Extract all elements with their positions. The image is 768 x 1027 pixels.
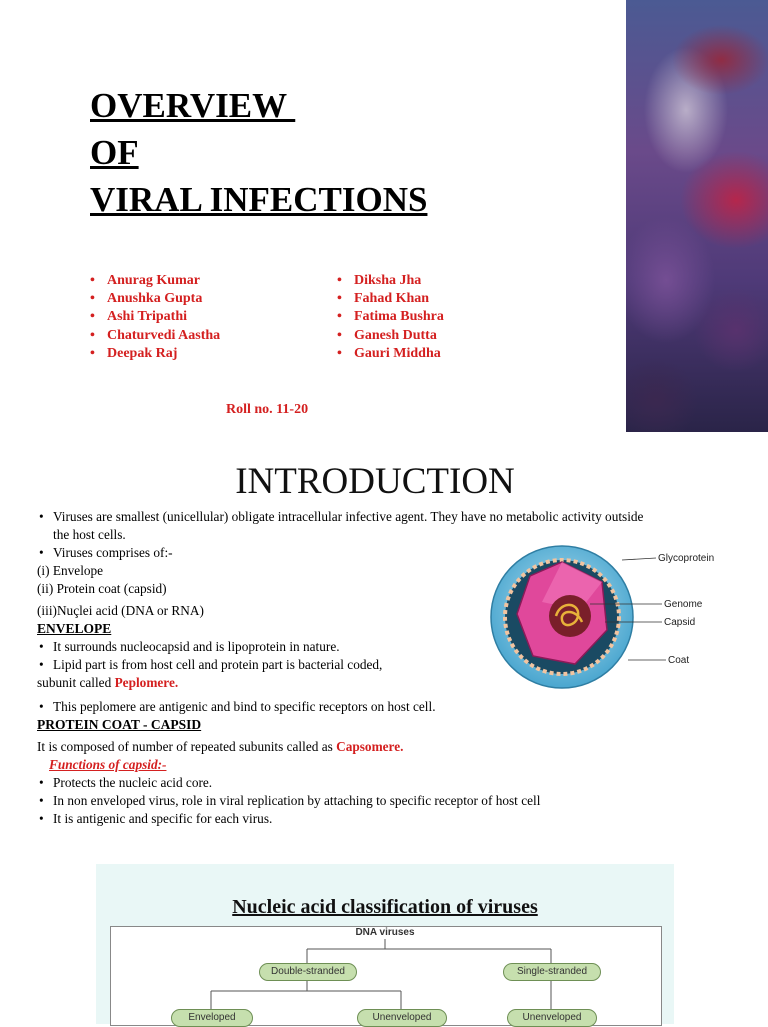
capsomere-term: Capsomere: [336, 739, 401, 754]
bullet-text: Viruses comprises of:-: [53, 545, 173, 560]
label-genome: Genome: [664, 599, 703, 610]
bullet-line: [37, 698, 767, 716]
part-item: (ii) Protein coat (capsid): [37, 581, 167, 596]
bullet-text: In non enveloped virus, role in viral replication by attaching to specific receptor of host cell: [53, 793, 541, 808]
bullet-line: [37, 792, 767, 810]
virus-structure-figure: [490, 532, 746, 698]
bullet-icon: •: [337, 309, 342, 325]
bullet-icon: •: [39, 639, 44, 654]
bullet-line: [37, 774, 767, 792]
node-enveloped: Enveloped: [171, 1009, 253, 1027]
members-list-right: [337, 272, 444, 363]
bullet-text: Viruses are smallest (unicellular) obligate intracellular infective agent. They have no metabolic activity outside: [53, 509, 644, 524]
member-name: Fatima Bushra: [354, 309, 444, 325]
member-item: [90, 272, 220, 290]
title-slide: [0, 0, 768, 432]
text-fragment: .: [400, 739, 404, 754]
node-dna-viruses: DNA viruses: [355, 927, 415, 938]
member-item: [90, 327, 220, 345]
classification-diagram: [110, 926, 662, 1026]
node-single-stranded: Single-stranded: [503, 963, 601, 981]
bullet-icon: •: [39, 699, 44, 714]
decorative-blurred-image: [626, 0, 768, 432]
classification-slide: [96, 864, 674, 1024]
member-name: Anurag Kumar: [107, 273, 200, 288]
capsomere-line: [37, 738, 767, 756]
text-fragment: It is composed of number of repeated subunits called as: [37, 739, 337, 754]
bullet-line: [37, 810, 767, 828]
member-item: [337, 308, 444, 326]
leader-line-glycoprotein: [622, 558, 656, 560]
functions-of-capsid-label: Functions of capsid:-: [49, 757, 167, 772]
bullet-icon: •: [39, 811, 44, 826]
bullet-icon: •: [90, 345, 95, 361]
classification-title: Nucleic acid classification of viruses: [232, 896, 538, 918]
title-line-3: VIRAL INFECTIONS: [90, 180, 428, 219]
envelope-heading: ENVELOPE: [37, 621, 112, 636]
label-capsid: Capsid: [664, 617, 696, 628]
member-item: [337, 327, 444, 345]
member-name: Ganesh Dutta: [354, 327, 437, 343]
bullet-icon: •: [39, 545, 44, 560]
node-unenveloped: Unenveloped: [507, 1009, 597, 1027]
label-glycoprotein: Glycoprotein: [658, 553, 715, 564]
capsid-heading: PROTEIN COAT - CAPSID: [37, 717, 202, 732]
bullet-icon: •: [90, 327, 95, 343]
member-item: [90, 290, 220, 308]
bullet-icon: •: [337, 273, 342, 288]
bullet-icon: •: [39, 775, 44, 790]
member-item: [90, 308, 220, 326]
node-double-stranded: Double-stranded: [259, 963, 357, 981]
bullet-icon: •: [39, 509, 44, 524]
introduction-title: INTRODUCTION: [235, 461, 515, 502]
member-name: Fahad Khan: [354, 291, 430, 307]
member-item: [337, 345, 444, 363]
bullet-text: It is antigenic and specific for each virus.: [53, 811, 273, 826]
member-name: Chaturvedi Aastha: [107, 327, 221, 343]
peplomere-term: Peplomere: [114, 675, 175, 690]
bullet-text: This peplomere are antigenic and bind to specific receptors on host cell.: [53, 699, 436, 714]
bullet-icon: •: [337, 345, 342, 361]
part-item: (iii)Nuçlei acid (DNA or RNA): [37, 603, 204, 618]
member-name: Deepak Raj: [107, 345, 178, 361]
members-list-left: [90, 272, 220, 363]
bullet-icon: •: [337, 327, 342, 343]
label-coat: Coat: [668, 655, 690, 666]
bullet-line: [37, 508, 767, 526]
member-item: [337, 272, 444, 290]
member-name: Diksha Jha: [354, 273, 422, 288]
title-line-2: OF: [90, 133, 139, 172]
member-item: [90, 345, 220, 363]
text-fragment: subunit called: [37, 675, 115, 690]
node-unenveloped: Unenveloped: [357, 1009, 447, 1027]
text-fragment: .: [174, 675, 179, 690]
bullet-icon: •: [90, 309, 95, 325]
member-name: Ashi Tripathi: [107, 309, 188, 325]
member-name: Anushka Gupta: [107, 291, 203, 307]
bullet-continuation: the host cells.: [53, 527, 126, 542]
virus-genome-core: [549, 595, 591, 637]
bullet-icon: •: [39, 793, 44, 808]
bullet-icon: •: [90, 273, 95, 288]
member-name: Gauri Middha: [354, 345, 441, 361]
bullet-text: Lipid part is from host cell and protein part is bacterial coded,: [53, 657, 383, 672]
bullet-icon: •: [337, 291, 342, 307]
title-line-1: OVERVIEW: [90, 86, 296, 125]
member-item: [337, 290, 444, 308]
part-item: (i) Envelope: [37, 563, 104, 578]
slide-title: [90, 82, 427, 223]
bullet-icon: •: [90, 291, 95, 307]
bullet-icon: •: [39, 657, 44, 672]
bullet-text: Protects the nucleic acid core.: [53, 775, 213, 790]
bullet-text: It surrounds nucleocapsid and is lipoprotein in nature.: [53, 639, 340, 654]
roll-number: Roll no. 11-20: [226, 402, 309, 417]
